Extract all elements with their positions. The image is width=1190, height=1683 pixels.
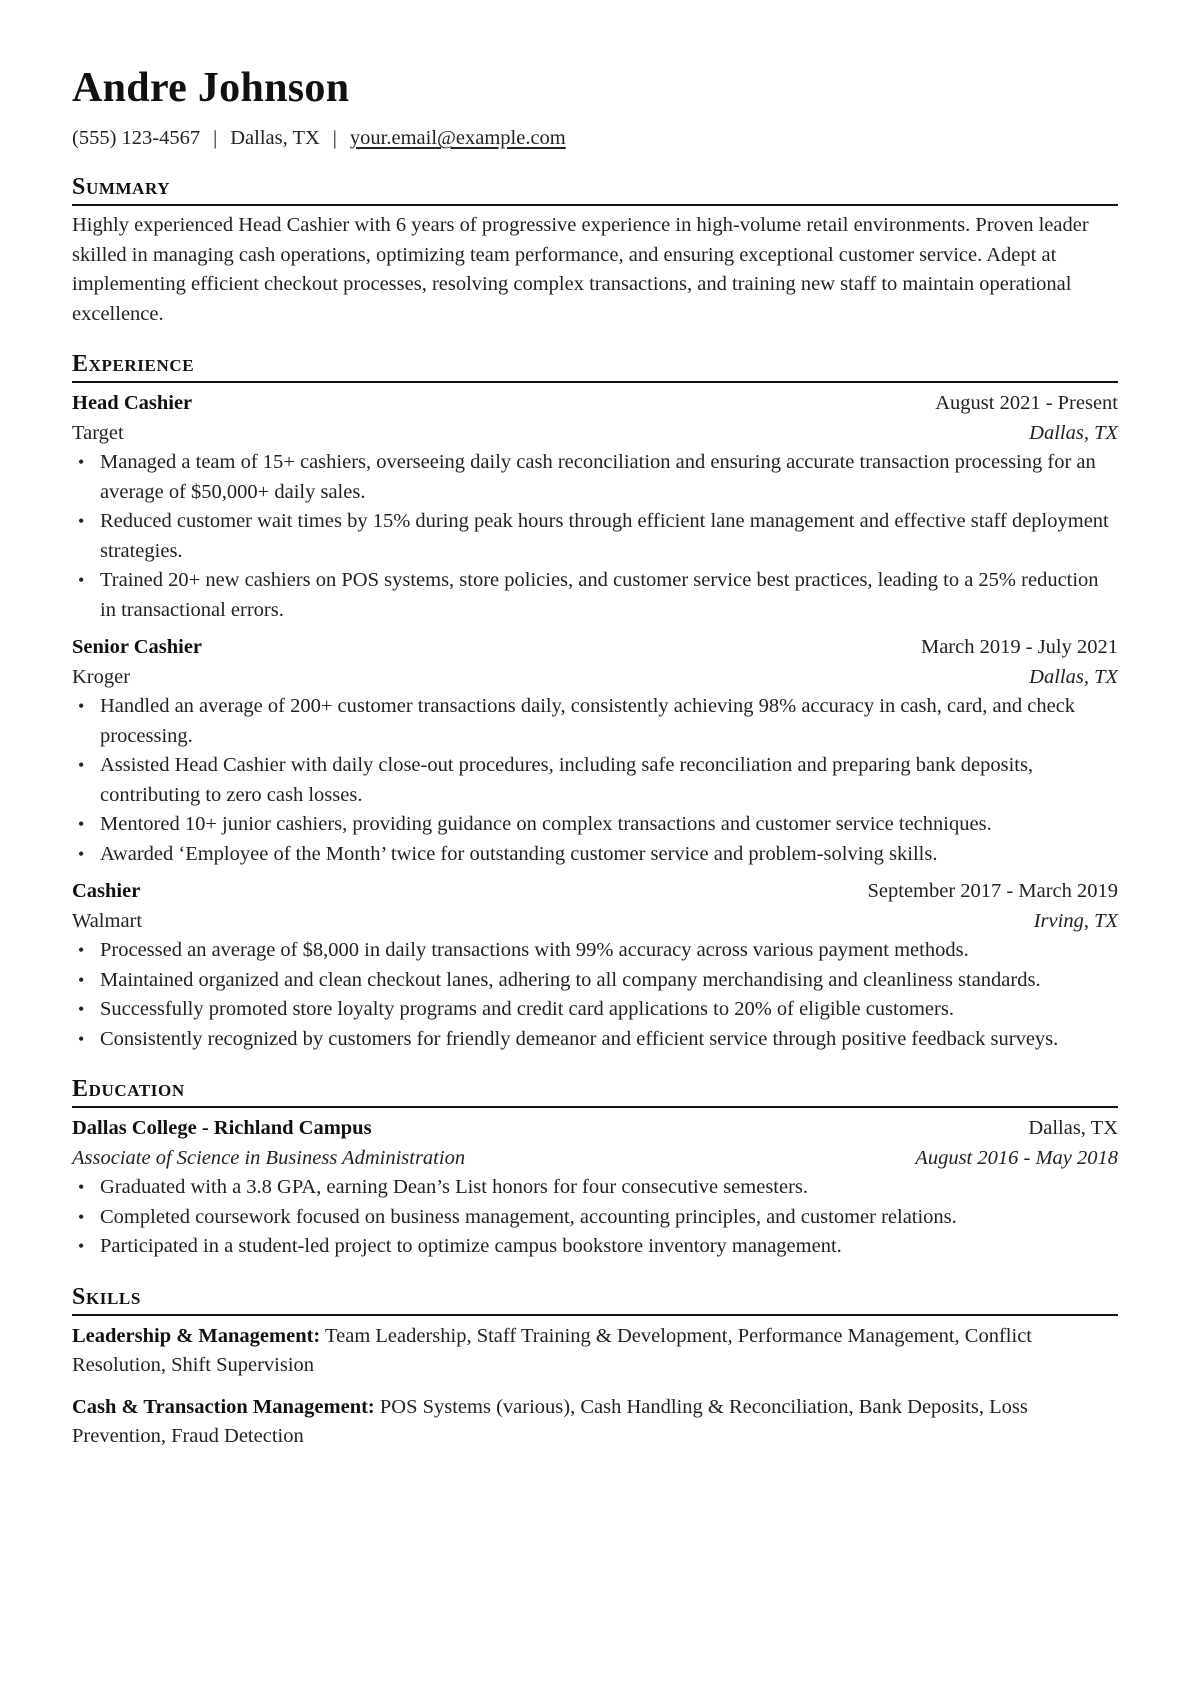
education-bullets <box>72 1173 1118 1262</box>
job-dates: September 2017 - March 2019 <box>867 880 1118 902</box>
section-title-education: Education <box>72 1076 1118 1108</box>
skill-group-label: Cash & Transaction Management: <box>72 1395 375 1418</box>
job-bullets <box>72 692 1118 869</box>
skills-section <box>72 1284 1118 1452</box>
location: Dallas, TX <box>230 127 320 149</box>
phone-number: (555) 123-4567 <box>72 127 201 149</box>
section-title-experience: Experience <box>72 351 1118 383</box>
separator: | <box>213 127 218 149</box>
contact-line <box>72 124 1118 152</box>
company-name: Kroger <box>72 665 131 688</box>
bullet-item: • Awarded ‘Employee of the Month’ twice for outstanding customer service and problem-solving skills. <box>72 840 1118 870</box>
job-entry <box>72 877 1118 1054</box>
skill-group <box>72 1393 1118 1452</box>
email-link[interactable]: your.email@example.com <box>349 127 566 149</box>
skill-group-items: Team Leadership, Staff Training & Development, Performance Management, Conflict Resolution, Shift Supervision <box>72 1324 1032 1376</box>
bullet-item: • Maintained organized and clean checkout lanes, adhering to all company merchandising and cleanliness standards. <box>72 966 1118 996</box>
summary-section <box>72 174 1118 329</box>
job-entry <box>72 389 1118 625</box>
job-title: Cashier <box>72 880 141 902</box>
bullet-item: • Assisted Head Cashier with daily close-out procedures, including safe reconciliation and preparing bank deposits, contributing to zero cash losses. <box>72 751 1118 810</box>
education-entry <box>72 1114 1118 1262</box>
resume-header <box>72 64 1118 152</box>
bullet-item: • Handled an average of 200+ customer transactions daily, consistently achieving 98% accuracy in cash, card, and check processing. <box>72 692 1118 751</box>
company-name: Walmart <box>72 909 143 932</box>
job-location: Dallas, TX <box>1029 665 1118 688</box>
job-bullets <box>72 448 1118 625</box>
bullet-item: • Processed an average of $8,000 in daily transactions with 99% accuracy across various payment methods. <box>72 936 1118 966</box>
skill-group-items: POS Systems (various), Cash Handling & Reconciliation, Bank Deposits, Loss Prevention, Fraud Detection <box>72 1395 1028 1447</box>
experience-section <box>72 351 1118 1054</box>
education-section <box>72 1076 1118 1262</box>
bullet-item: • Reduced customer wait times by 15% during peak hours through efficient lane management and effective staff deployment strategies. <box>72 507 1118 566</box>
job-title: Senior Cashier <box>72 636 203 658</box>
bullet-item: • Managed a team of 15+ cashiers, overseeing daily cash reconciliation and ensuring accurate transaction processing for an average of $50,000+ daily sales. <box>72 448 1118 507</box>
skill-group <box>72 1322 1118 1381</box>
summary-text: Highly experienced Head Cashier with 6 years of progressive experience in high-volume retail environments. Proven leader skilled in managing cash operations, optimizing team performance, and ensuring exceptional customer service. Adept at implementing efficient checkout processes, resolving complex transactions, and training new staff to maintain operational excellence. <box>72 214 1089 325</box>
job-entry <box>72 633 1118 869</box>
job-location: Dallas, TX <box>1029 421 1118 444</box>
section-title-skills: Skills <box>72 1284 1118 1316</box>
degree: Associate of Science in Business Administration <box>72 1146 466 1169</box>
skill-group-label: Leadership & Management: <box>72 1324 321 1347</box>
bullet-item: • Graduated with a 3.8 GPA, earning Dean’s List honors for four consecutive semesters. <box>72 1173 1118 1203</box>
job-dates: August 2021 - Present <box>935 392 1118 414</box>
bullet-item: • Consistently recognized by customers for friendly demeanor and efficient service through positive feedback surveys. <box>72 1025 1118 1055</box>
bullet-item: • Successfully promoted store loyalty programs and credit card applications to 20% of eligible customers. <box>72 995 1118 1025</box>
bullet-item: • Mentored 10+ junior cashiers, providing guidance on complex transactions and customer service techniques. <box>72 810 1118 840</box>
job-location: Irving, TX <box>1033 909 1118 932</box>
separator: | <box>332 127 337 149</box>
resume-page <box>72 64 1118 1452</box>
education-dates: August 2016 - May 2018 <box>915 1146 1118 1169</box>
bullet-item: • Participated in a student-led project to optimize campus bookstore inventory management. <box>72 1232 1118 1262</box>
section-title-summary: Summary <box>72 174 1118 206</box>
job-bullets <box>72 936 1118 1054</box>
company-name: Target <box>72 421 124 444</box>
candidate-name: Andre Johnson <box>72 65 350 111</box>
school-name: Dallas College - Richland Campus <box>72 1117 372 1139</box>
school-location: Dallas, TX <box>1028 1117 1118 1139</box>
job-dates: March 2019 - July 2021 <box>920 636 1118 658</box>
bullet-item: • Completed coursework focused on business management, accounting principles, and customer relations. <box>72 1203 1118 1233</box>
job-title: Head Cashier <box>72 392 193 414</box>
bullet-item: • Trained 20+ new cashiers on POS systems, store policies, and customer service best practices, leading to a 25% reduction in transactional errors. <box>72 566 1118 625</box>
